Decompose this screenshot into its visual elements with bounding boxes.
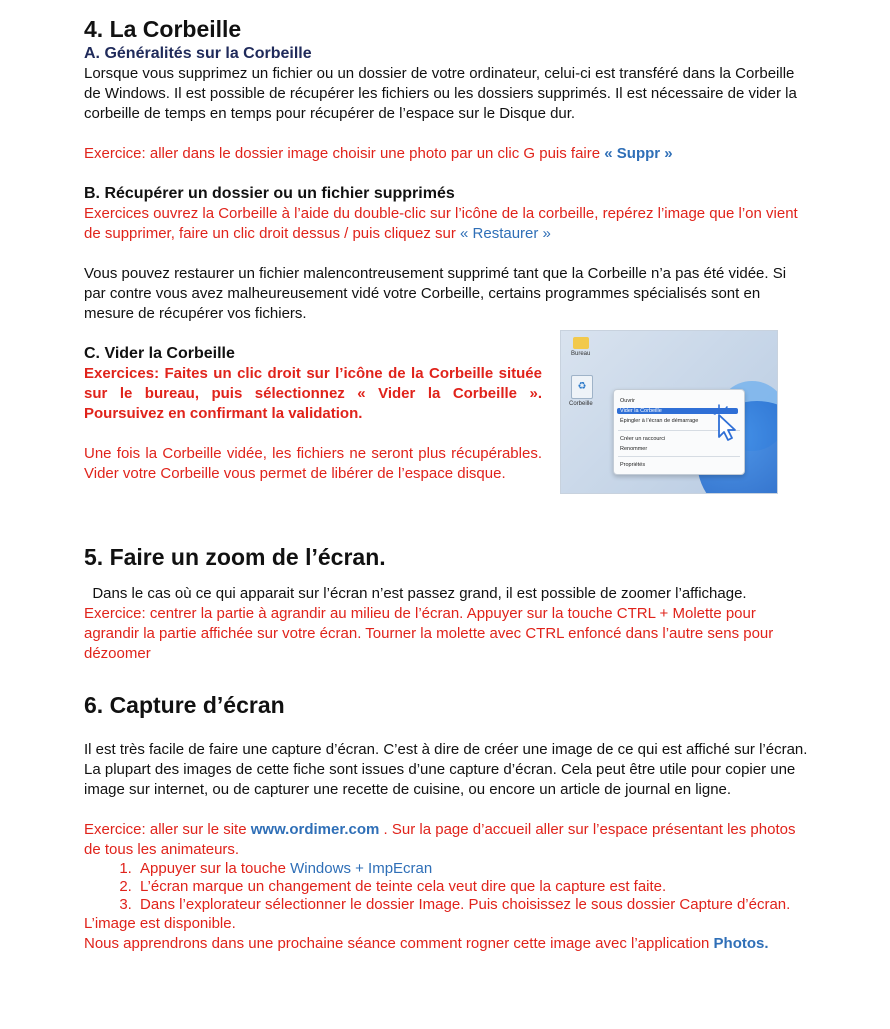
photos-app-name: Photos. [713,935,769,952]
recycle-bin-context-menu-screenshot [560,330,778,494]
folder-icon [573,337,589,349]
image-available-text: L’image est disponible. [84,915,236,932]
subsection-b-exercise [84,204,810,244]
list-item: 2. L’écran marque un changement de teinte cela veut dire que la capture est faite. [136,878,810,896]
next-text: Nous apprendrons dans une prochaine séance comment rogner cette image avec l’application [84,935,714,952]
subsection-b-title: B. Récupérer un dossier ou un fichier supprimés [84,185,455,202]
section-6-text: Il est très facile de faire une capture d’écran. C’est à dire de créer une image de ce qui est affiché sur l’écran. La plupart des images de cette fiche sont issues d’une capture d’écran. Cela peut être utile pour copier une image sur internet, ou de capturer une recette de cuisine, ou encore un article de journal en ligne. [84,741,808,798]
shortcut-key: Windows + ImpEcran [290,860,433,877]
pointer-cursor-icon [709,403,743,441]
website-link[interactable]: www.ordimer.com [250,821,380,838]
capture-steps-list [84,860,810,914]
section-4-title: 4. La Corbeille [84,16,242,42]
section-5-title: 5. Faire un zoom de l’écran. [84,544,386,570]
subsection-a-title: A. Généralités sur la Corbeille [84,45,312,62]
suppr-key: « Suppr » [604,145,673,162]
next-session-text [84,934,810,954]
subsection-b-text: Vous pouvez restaurer un fichier malencontreusement supprimé tant que la Corbeille n’a pas été vidée. Si par contre vous avez malheureusement vidé votre Corbeille, certains programmes spécialisés sont en mesure de récupérer vos fichiers. [84,265,787,322]
menu-item-empty-bin: Vider la Corbeille [617,408,738,414]
section-5-text: Dans le cas où ce qui apparait sur l’écran n’est passez grand, il est possible de zoomer l’affichage. [84,585,747,602]
subsection-a-text: Lorsque vous supprimez un fichier ou un dossier de votre ordinateur, celui-ci est transféré dans la Corbeille de Windows. Il est possible de récupérer les fichiers ou les dossiers supprimés. Il est nécessaire de vider la corbeille de temps en temps pour récupérer de l’espace sur le Disque dur. [84,65,797,122]
bin-label: Corbeille [569,401,593,407]
subsection-c-text: Une fois la Corbeille vidée, les fichiers ne seront plus récupérables. Vider votre Corbeille vous permet de libérer de l’espace disque. [84,445,542,482]
menu-item-pin: Épingler à l’écran de démarrage [620,418,699,424]
section-5-exercise: Exercice: centrer la partie à agrandir au milieu de l’écran. Appuyer sur la touche CTRL + Molette pour agrandir la partie affichée sur votre écran. Tourner la molette avec CTRL enfoncé dans l’autre sens pour dézoomer [84,605,774,662]
section-6-title: 6. Capture d’écran [84,692,285,718]
exercise-text: Exercice: aller dans le dossier image choisir une photo par un clic G puis faire [84,145,605,162]
subsection-c [84,344,810,506]
list-item: 3. Dans l’explorateur sélectionner le dossier Image. Puis choisissez le sous dossier Capture d’écran. [136,896,810,914]
menu-item-shortcut: Créer un raccourci [620,436,666,442]
folder-label: Bureau [571,351,591,357]
exercise-text: Exercices ouvrez la Corbeille à l’aide du double-clic sur l’icône de la corbeille, repérez l’image que l’on vient de supprimer, faire un clic droit dessus / puis cliquez sur [84,205,798,242]
step-text: Appuyer sur la touche [140,860,291,877]
menu-item-rename: Renommer [620,446,648,452]
menu-item-open: Ouvrir [620,398,635,404]
exercise-text-end: . Sur la page d’accueil aller sur l’espace présentant les photos de tous les animateurs. [84,821,796,858]
menu-item-properties: Propriétés [620,462,646,468]
document-page [84,14,810,954]
list-item [136,860,810,878]
recycle-bin-icon: ♻ [571,375,593,399]
restaurer-key: « Restaurer » [460,225,551,242]
subsection-c-exercise: Exercices: Faites un clic droit sur l’icône de la Corbeille située sur le bureau, puis sélectionnez « Vider la Corbeille ». Poursuivez en confirmant la validation. [84,365,542,422]
section-6-exercise [84,820,810,860]
subsection-a-exercise [84,144,810,164]
subsection-c-title: C. Vider la Corbeille [84,345,235,362]
exercise-text: Exercice: aller sur le site [84,821,251,838]
